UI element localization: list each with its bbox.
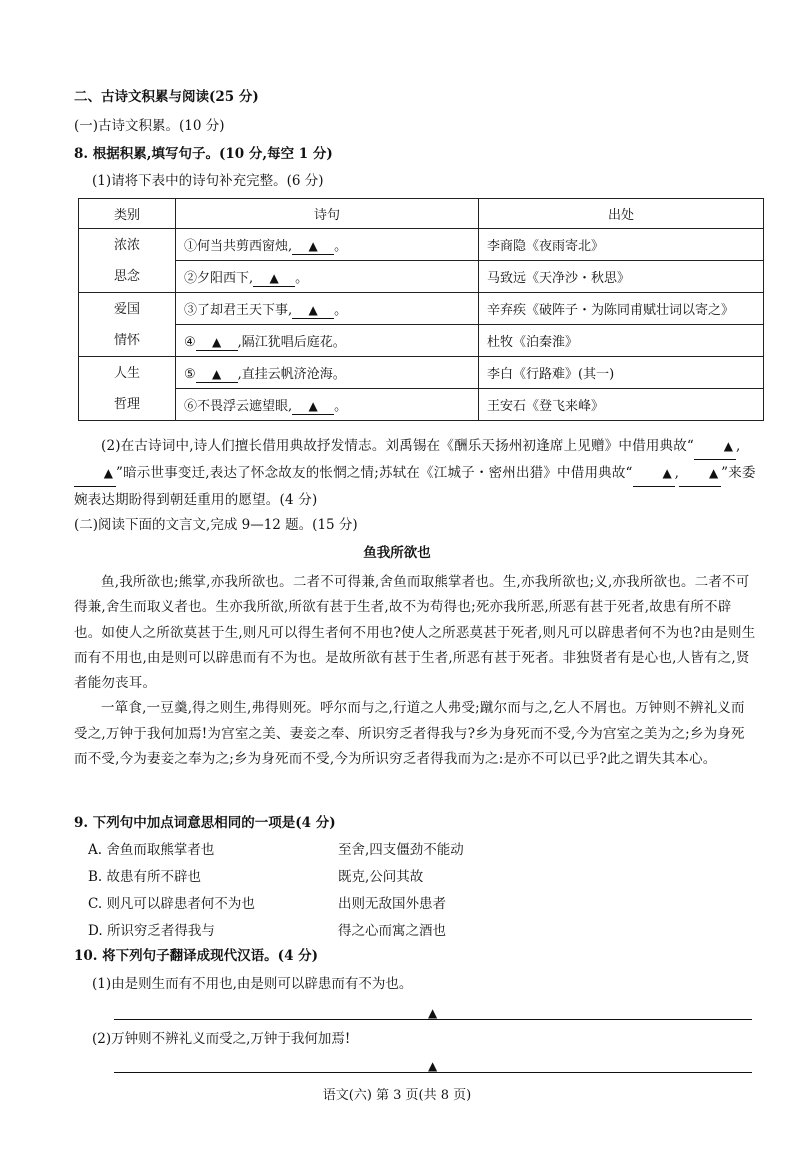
table-row: [79, 389, 764, 421]
option-d-right: 得之心而寓之酒也: [338, 923, 446, 939]
source-cell: 王安石《登飞来峰》: [479, 389, 764, 421]
answer-blank[interactable]: [694, 433, 736, 460]
category-cell: 浓浓 思念: [79, 229, 176, 293]
answer-blank[interactable]: [292, 239, 334, 255]
translation-sentence-2: (2)万钟则不辨礼义而受之,万钟于我何加焉!: [92, 1031, 351, 1047]
answer-blank[interactable]: [196, 367, 238, 383]
category-cell: 人生 哲理: [79, 357, 176, 421]
translation-sentence-1: (1)由是则生而有不用也,由是则可以辟患而有不为也。: [92, 976, 413, 992]
answer-blank[interactable]: [74, 460, 116, 487]
question-10: 10. 将下列句子翻译成现代汉语。(4 分): [74, 948, 319, 964]
question-8: 8. 根据积累,填写句子。(10 分,每空 1 分): [74, 146, 333, 162]
triangle-icon: ▲: [308, 398, 318, 413]
answer-blank[interactable]: [679, 460, 721, 487]
question-8-2: (2)在古诗词中,诗人们擅长借用典故抒发情志。刘禹锡在《酬乐天扬州初逢席上见赠》中借用典故“ ▲ ,▲ ”暗示世事变迁,表达了怀念故友的怅惘之情;苏轼在《江城子・密州出猎》中借用典故“ ▲ , ▲ ”来委婉表达期盼得到朝廷重用的愿望。(4 分): [74, 433, 758, 513]
table-row: [79, 261, 764, 293]
verse-cell: ④ ▲ ,隔江犹唱后庭花。: [176, 325, 479, 357]
triangle-icon: ▲: [308, 238, 318, 253]
answer-line-1[interactable]: [114, 1004, 752, 1020]
answer-blank[interactable]: [292, 399, 334, 415]
reading-intro: (二)阅读下面的文言文,完成 9—12 题。(15 分): [74, 517, 358, 533]
passage-title: 鱼我所欲也: [363, 545, 431, 561]
verse-cell: ⑥不畏浮云遮望眼, ▲ 。: [176, 389, 479, 421]
source-cell: 李商隐《夜雨寄北》: [479, 229, 764, 261]
source-cell: 杜牧《泊秦淮》: [479, 325, 764, 357]
header-verse: 诗句: [176, 199, 479, 229]
triangle-icon: ▲: [308, 302, 318, 317]
table-header-row: [79, 199, 764, 229]
verse-cell: ②夕阳西下, ▲ 。: [176, 261, 479, 293]
passage-paragraph: 一箪食,一豆羹,得之则生,弗得则死。呼尔而与之,行道之人弗受;蹴尔而与之,乞人不屑也。万钟则不辨礼义而受之,万钟于我何加焉!为宫室之美、妻妾之奉、所识穷乏者得我与?乡为身死而不受,今为宫室之美为之;乡为身死而不受,今为妻妾之奉为之;乡为身死而不受,今为所识穷乏者得我而为之:是亦不可以已乎?此之谓失其本心。: [74, 700, 745, 768]
category-cell: 爱国 情怀: [79, 293, 176, 357]
verse-cell: ③了却君王天下事, ▲ 。: [176, 293, 479, 325]
triangle-icon: ▲: [212, 334, 222, 349]
triangle-icon: ▲: [662, 466, 672, 480]
triangle-icon: ▲: [212, 366, 222, 381]
triangle-icon: ▲: [103, 466, 114, 480]
source-cell: 马致远《天净沙・秋思》: [479, 261, 764, 293]
poem-table: [78, 198, 764, 421]
passage-paragraph: 鱼,我所欲也;熊掌,亦我所欲也。二者不可得兼,舍鱼而取熊掌者也。生,亦我所欲也;义,亦我所欲也。二者不可得兼,舍生而取义者也。生亦我所欲,所欲有甚于生者,故不为苟得也;死亦我所恶,所恶有甚于死者,故患有所不辟也。如使人之所欲莫甚于生,则凡可以得生者何不用也?使人之所恶莫甚于死者,则凡可以辟患者何不为也?由是则生而有不用也,由是则可以辟患而有不为也。是故所欲有甚于生者,所恶有甚于死者。非独贤者有是心也,人皆有之,贤者能勿丧耳。: [74, 574, 756, 692]
answer-blank[interactable]: [196, 335, 238, 351]
subsection-poetry: (一)古诗文积累。(10 分): [74, 118, 225, 134]
option-c[interactable]: C. 则凡可以辟患者何不为也: [88, 896, 255, 912]
passage: [74, 570, 758, 772]
question-9: 9. 下列句中加点词意思相同的一项是(4 分): [74, 815, 336, 831]
header-source: 出处: [479, 199, 764, 229]
triangle-icon: ▲: [723, 439, 734, 453]
triangle-icon: ▲: [428, 1059, 438, 1073]
table-row: [79, 325, 764, 357]
answer-line-2[interactable]: [114, 1057, 752, 1073]
page-footer: 语文(六) 第 3 页(共 8 页): [322, 1088, 472, 1103]
option-c-right: 出则无敌国外患者: [338, 896, 446, 912]
table-row: [79, 357, 764, 389]
option-a-right: 至舍,四支僵劲不能动: [338, 842, 464, 858]
verse-cell: ①何当共剪西窗烛, ▲ 。: [176, 229, 479, 261]
triangle-icon: ▲: [269, 270, 279, 285]
triangle-icon: ▲: [428, 1006, 438, 1020]
question-8-1: (1)请将下表中的诗句补充完整。(6 分): [92, 173, 324, 189]
verse-cell: ⑤ ▲ ,直挂云帆济沧海。: [176, 357, 479, 389]
option-b-right: 既克,公问其故: [338, 869, 424, 885]
section-title: 二、古诗文积累与阅读(25 分): [74, 89, 259, 105]
table-row: [79, 229, 764, 261]
option-a[interactable]: A. 舍鱼而取熊掌者也: [88, 842, 215, 858]
answer-blank[interactable]: [253, 271, 295, 287]
source-cell: 李白《行路难》(其一): [479, 357, 764, 389]
option-b[interactable]: B. 故患有所不辟也: [88, 869, 202, 885]
table-row: [79, 293, 764, 325]
header-category: 类别: [79, 199, 176, 229]
answer-blank[interactable]: [633, 460, 675, 487]
source-cell: 辛弃疾《破阵子・为陈同甫赋壮词以寄之》: [479, 293, 764, 325]
triangle-icon: ▲: [708, 466, 719, 480]
answer-blank[interactable]: [292, 303, 334, 319]
option-d[interactable]: D. 所识穷乏者得我与: [88, 923, 215, 939]
